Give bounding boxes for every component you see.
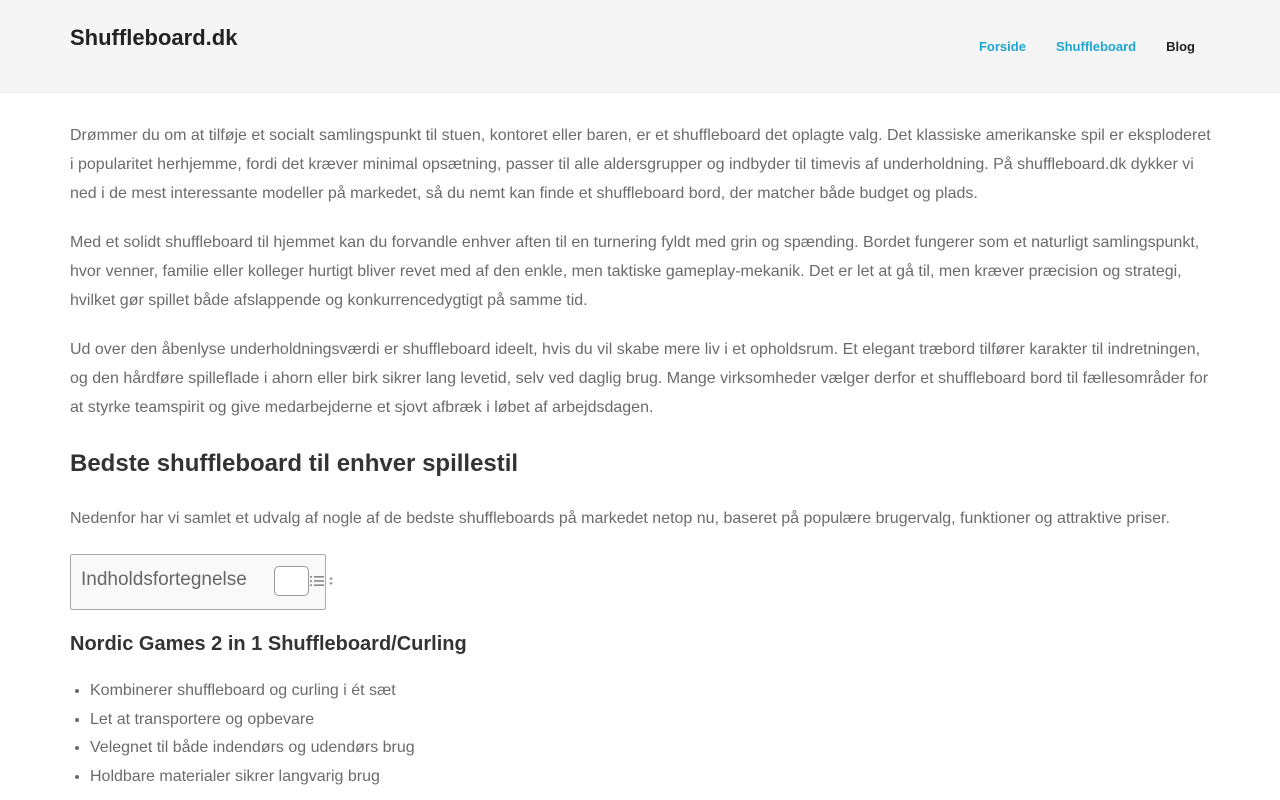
product-heading: Nordic Games 2 in 1 Shuffleboard/Curling	[70, 633, 467, 655]
table-of-contents	[70, 554, 326, 610]
main-nav	[979, 38, 1195, 56]
nav-item-blog[interactable]: Blog	[1166, 39, 1195, 54]
site-title-link[interactable]: Shuffleboard.dk	[70, 25, 238, 50]
list-item: • Velegnet til både indendørs og udendørs brug	[90, 734, 1090, 763]
site-header	[0, 0, 1280, 93]
section-heading: Bedste shuffleboard til enhver spillestil	[70, 450, 519, 477]
intro-paragraph-3: Ud over den åbenlyse underholdningsværdi er shuffleboard ideelt, hvis du vil skabe mere liv i et opholdsrum. Et elegant træbord tilfører karakter til indretningen, og den hårdføre spilleflade i ahorn eller birk sikrer lang levetid, selv ved daglig brug. Mange virksomheder vælger derfor et shuffleboard bord til fællesområder for at styrke teamspirit og give medarbejderne et sjovt afbræk i løbet af arbejdsdagen.	[70, 341, 1209, 416]
intro-paragraph-1: Drømmer du om at tilføje et socialt samlingspunkt til stuen, kontoret eller baren, er et shuffleboard det oplagte valg. Det klassiske amerikanske spil er eksploderet i popularitet herhjemme, fordi det kræver minimal opsætning, passer til alle aldersgrupper og indbyder til timevis af underholdning. På shuffleboard.dk dykker vi ned i de mest interessante modeller på markedet, så du nemt kan finde et shuffleboard bord, der matcher både budget og plads.	[70, 127, 1211, 202]
nav-item-forside[interactable]: Forside	[978, 39, 1026, 54]
section-intro: Nedenfor har vi samlet et udvalg af nogle af de bedste shuffleboards på markedet netop nu, baseret på populære brugervalg, funktioner og attraktive priser.	[70, 510, 1170, 527]
list-toggle-icon[interactable]	[308, 573, 338, 591]
nav-item-shuffleboard[interactable]: Shuffleboard	[1055, 39, 1137, 54]
toc-toggle-button[interactable]	[274, 566, 309, 596]
toc-title: Indholdsfortegnelse	[81, 569, 247, 590]
list-item: • Holdbare materialer sikrer langvarig brug	[90, 763, 1090, 792]
list-item: • Let at transportere og opbevare	[90, 706, 1090, 735]
intro-paragraph-2: Med et solidt shuffleboard til hjemmet kan du forvandle enhver aften til en turnering fyldt med grin og spænding. Bordet fungerer som et naturligt samlingspunkt, hvor venner, familie eller kolleger hurtigt bliver revet med af den enkle, men taktiske gameplay-mekanik. Det er let at gå til, men kræver præcision og strategi, hvilket gør spillet både afslappende og konkurrencedygtigt på samme tid.	[70, 234, 1200, 309]
list-item: • Kombinerer shuffleboard og curling i ét sæt	[90, 677, 1090, 706]
feature-list	[70, 677, 1090, 791]
